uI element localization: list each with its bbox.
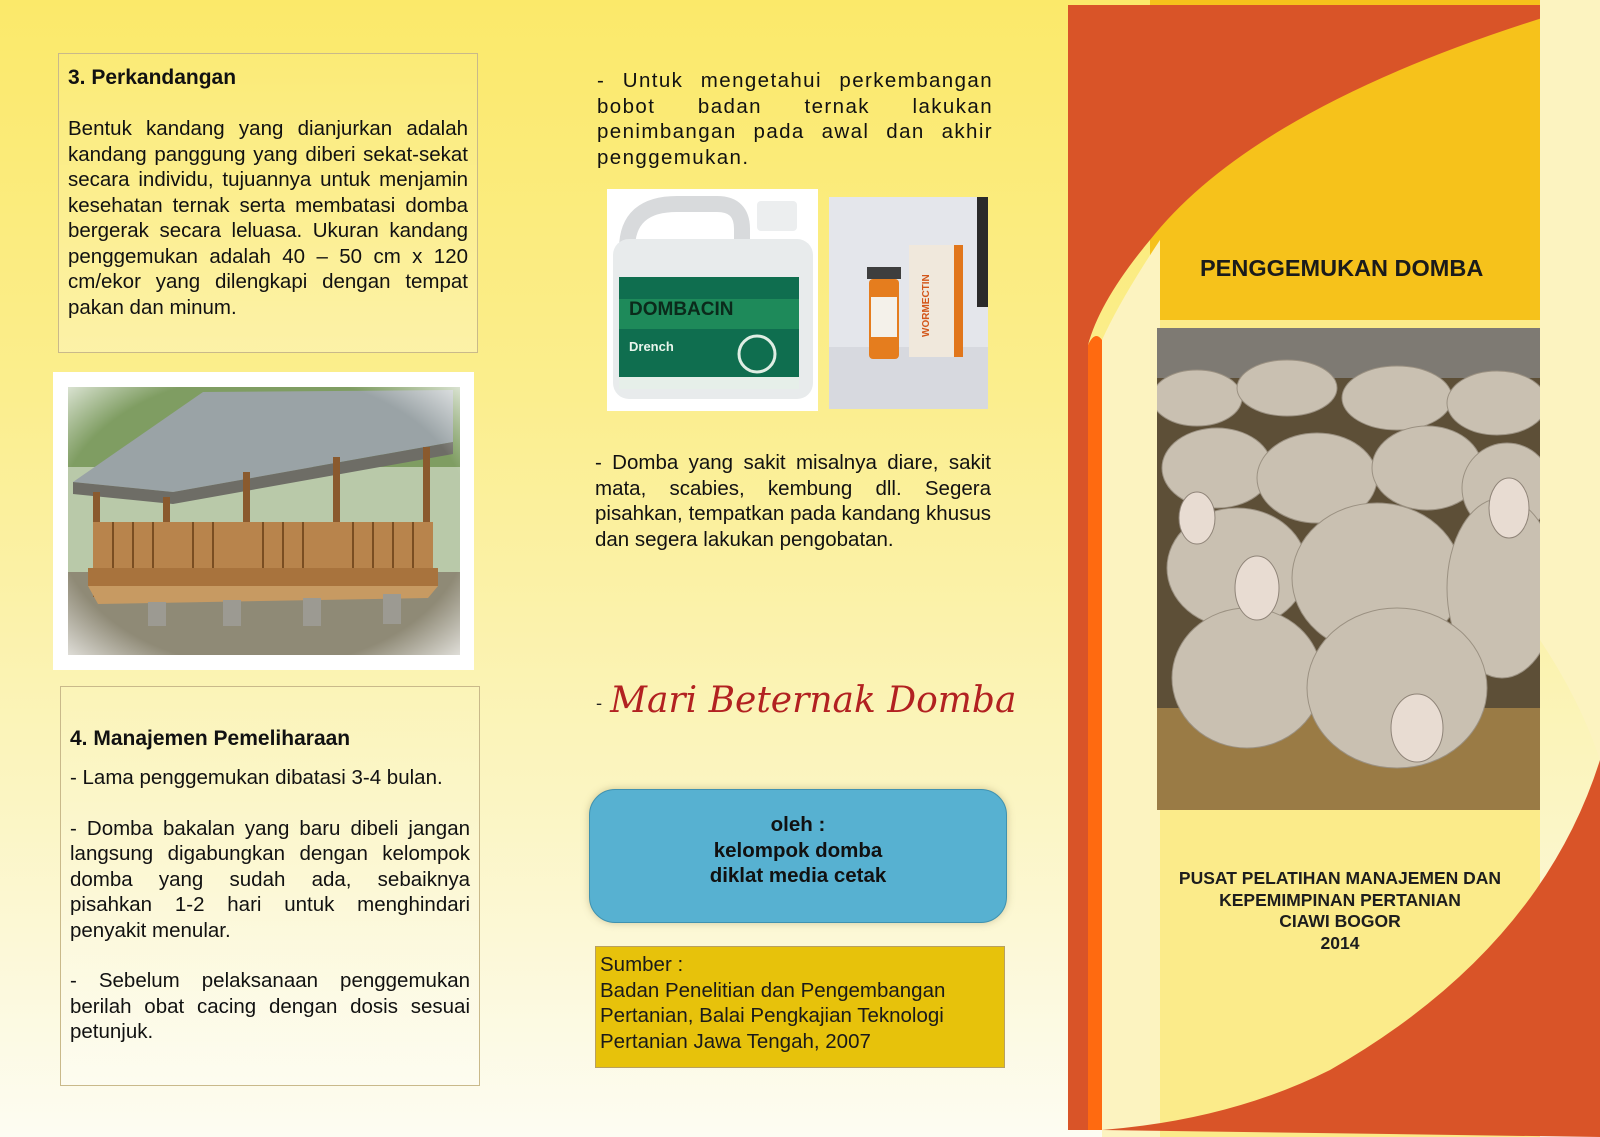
organization-block [1150, 868, 1530, 954]
sick-sheep-text: - Domba yang sakit misalnya diare, sakit mata, scabies, kembung dll. Segera pisahkan, tempatkan pada kandang khusus dan segera lakukan pengobatan. [595, 451, 991, 551]
weighing-text: - Untuk mengetahui perkembangan bobot badan ternak lakukan penimbangan pada awal dan akhir penggemukan. [597, 69, 993, 169]
source-label: Sumber : [600, 953, 684, 976]
cover-title: PENGGEMUKAN DOMBA [1200, 255, 1484, 281]
cream-curve [1102, 240, 1160, 1137]
section-4-paragraph-2: - Domba bakalan yang baru dibeli jangan langsung digabungkan dengan kelompok domba yang sudah ada, sebaiknya pisahkan 1-2 hari untuk menghindari penyakit menular. [70, 816, 470, 942]
source-text: Badan Penelitian dan Pengembangan Pertanian, Balai Pengkajian Teknologi Pertanian Jawa Tengah, 2007 [600, 978, 946, 1053]
section-3-body: Bentuk kandang yang dianjurkan adalah kandang panggung yang diberi sekat-sekat secara individu, tujuannya untuk menjamin kesehatan ternak serta membatasi domba bergerak secara leluasa. Ukuran kandang penggemukan adalah 40 – 50 cm x 120 cm/ekor yang dilengkapi dengan tempat pakan dan minum. [68, 117, 468, 319]
cream-edge-right [1540, 0, 1600, 760]
author-line-1: oleh : [770, 813, 826, 836]
section-3-heading: 3. Perkandangan [68, 66, 237, 89]
section-4-paragraph-1: - Lama penggemukan dibatasi 3-4 bulan. [70, 766, 443, 789]
dombacin-sublabel: Drench [629, 339, 674, 354]
author-line-2: kelompok domba [713, 838, 883, 862]
org-line-2: KEPEMIMPINAN PERTANIAN [1219, 889, 1461, 910]
org-line-1: PUSAT PELATIHAN MANAJEMEN DAN [1178, 868, 1502, 888]
sheep-flock-illustration [1157, 328, 1540, 810]
wormectin-label: WORMECTIN [921, 274, 932, 337]
author-line-3: diklat media cetak [709, 864, 887, 887]
section-4-paragraph-3: - Sebelum pelaksanaan penggemukan berilah obat cacing dengan dosis sesuai petunjuk. [70, 969, 470, 1043]
dombacin-label: DOMBACIN [629, 299, 734, 320]
org-year: 2014 [1320, 932, 1360, 953]
orange-edge-strip [1088, 336, 1102, 1130]
sheep-flock-photo [1157, 328, 1540, 810]
section-4-heading: 4. Manajemen Pemeliharaan [70, 727, 351, 750]
slogan-text: Mari Beternak Domba [610, 680, 1017, 721]
org-line-3: CIAWI BOGOR [1279, 911, 1401, 931]
slogan-dash: - [596, 692, 603, 714]
